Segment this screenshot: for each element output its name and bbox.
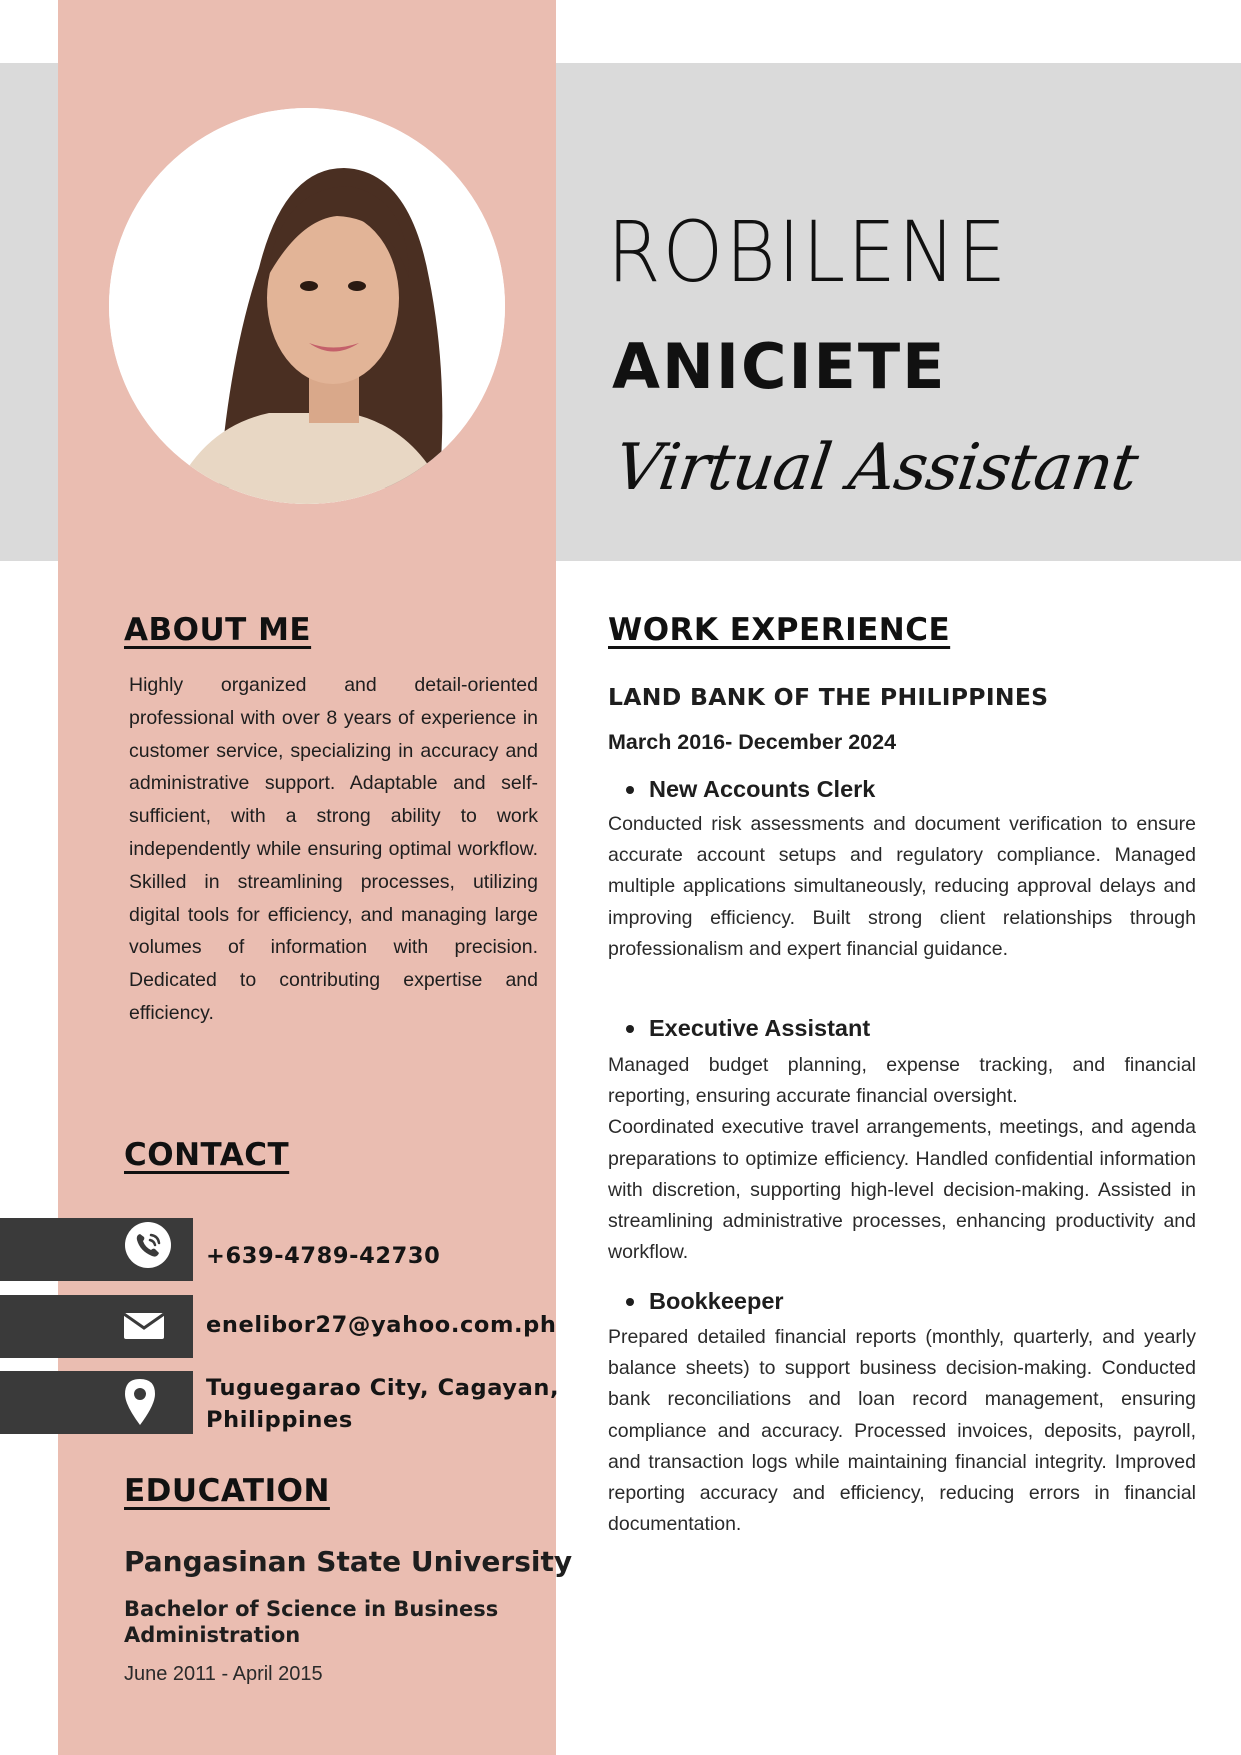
first-name: ROBILENE — [607, 203, 1009, 301]
location-line-1: Tuguegarao City, Cagayan, — [206, 1375, 560, 1401]
bullet — [626, 1025, 634, 1033]
email-text[interactable]: enelibor27@yahoo.com.ph — [206, 1312, 557, 1338]
phone-icon — [124, 1221, 172, 1274]
role-paragraph: Conducted risk assessments and document verification to ensure accurate account setups and regulatory compliance. Managed multiple applications simultaneously, reducing approval delays and improving efficiency. Built strong client relationships through professionalism and expert financial guidance. — [608, 813, 1196, 960]
education-degree: Bachelor of Science in Business Administration — [124, 1597, 499, 1647]
contact-heading: CONTACT — [124, 1137, 290, 1173]
education-dates: June 2011 - April 2015 — [124, 1663, 323, 1685]
role-description — [608, 1050, 1196, 1268]
role-description — [608, 1322, 1196, 1540]
about-heading: ABOUT ME — [124, 612, 312, 648]
company-name: LAND BANK OF THE PHILIPPINES — [608, 683, 1049, 711]
role-label: New Accounts Clerk — [649, 776, 876, 802]
phone-text[interactable]: +639-4789-42730 — [206, 1243, 441, 1269]
role-paragraph: Managed budget planning, expense tracking, and financial reporting, ensuring accurate financial oversight. — [608, 1054, 1196, 1108]
about-text: Highly organized and detail-oriented professional with over 8 years of experience in customer service, specializing in accuracy and administrative support. Adaptable and self-sufficient, with a strong ability to work independently while ensuring optimal workflow. Skilled in streamlining processes, utilizing digital tools for efficiency, and managing large volumes of information with precision. Dedicated to contributing expertise and efficiency. — [129, 674, 538, 1024]
role-paragraph: Coordinated executive travel arrangements, meetings, and agenda preparations to optimize efficiency. Handled confidential information with discretion, supporting high-level decision-making. Assisted in streamlining administrative processes, enhancing productivity and workflow. — [608, 1116, 1196, 1264]
location-pin-icon — [125, 1379, 155, 1430]
bullet — [626, 786, 634, 794]
role-paragraph: Prepared detailed financial reports (monthly, quarterly, and yearly balance sheets) to support business decision-making. Conducted bank reconciliations and loan record management, ensuring compliance and accuracy. Processed invoices, deposits, payroll, and transaction logs while maintaining financial integrity. Improved reporting accuracy and efficiency, reducing errors in financial documentation. — [608, 1326, 1196, 1536]
work-dates: March 2016- December 2024 — [608, 730, 897, 754]
last-name: ANICIETE — [612, 330, 947, 403]
role-label: Executive Assistant — [649, 1015, 871, 1041]
work-heading: WORK EXPERIENCE — [608, 612, 951, 648]
role-label: Bookkeeper — [649, 1288, 784, 1314]
email-bar — [0, 1295, 193, 1358]
education-school: Pangasinan State University — [124, 1545, 573, 1578]
location-text — [206, 1372, 559, 1436]
profile-photo — [109, 108, 505, 504]
job-title: Virtual Assistant — [610, 431, 1142, 505]
role-description — [608, 809, 1196, 965]
location-line-2: Philippines — [206, 1407, 353, 1433]
education-heading: EDUCATION — [124, 1473, 330, 1509]
location-bar — [0, 1371, 193, 1434]
envelope-icon — [124, 1311, 164, 1344]
bullet — [626, 1298, 634, 1306]
